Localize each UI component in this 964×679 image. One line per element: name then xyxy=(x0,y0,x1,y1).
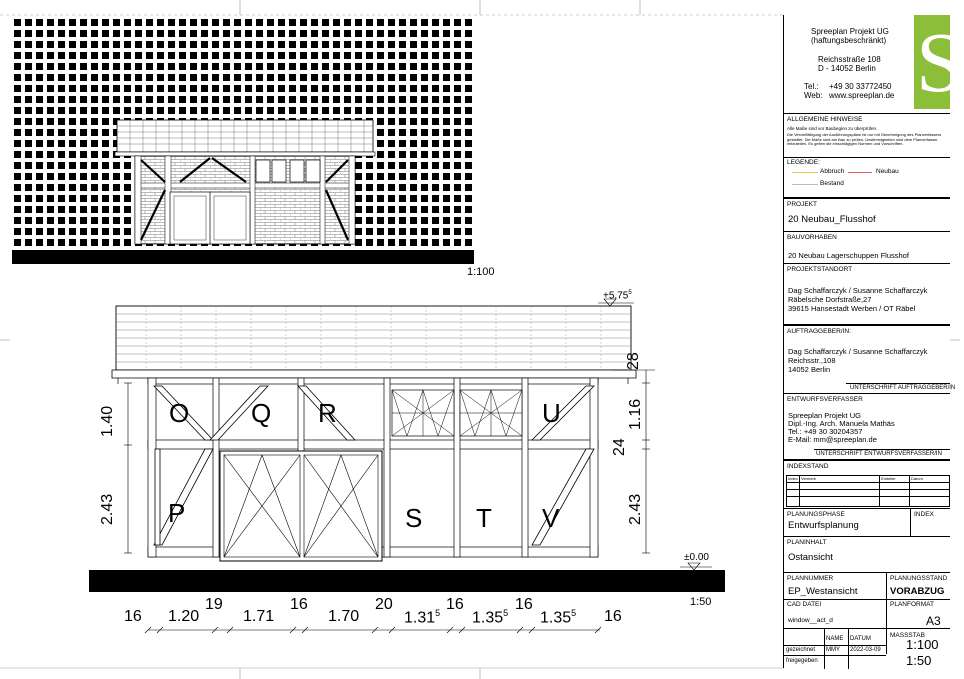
standort-l2: Räbelsche Dorfstraße,27 xyxy=(788,295,872,304)
verfasser-sign: UNTERSCHRIFT ENTWURFSVERFASSER/IN xyxy=(816,451,942,457)
bauvorhaben-section xyxy=(784,231,950,264)
company-form: (haftungsbeschränkt) xyxy=(811,36,887,45)
hinweise-line1: Alle Maße sind vor Baubeginn zu überprüfen. xyxy=(787,126,878,131)
signoff-section xyxy=(784,628,950,669)
cad-value: window__act_d xyxy=(788,617,833,624)
bottom-dim-7: 1.31$^5$ xyxy=(404,608,441,627)
scale-label-top: 1:100 xyxy=(467,266,495,278)
index-col-index: Index xyxy=(788,476,798,481)
bauvorhaben-value: 20 Neubau Lagerschuppen Flusshof xyxy=(788,251,909,260)
post-1 xyxy=(213,378,219,557)
company-street: Reichsstraße 108 xyxy=(818,55,881,64)
company-tel-label: Tel.: xyxy=(804,82,819,91)
main-ground xyxy=(89,570,725,592)
bottom-dim-5: 1.70 xyxy=(328,608,360,625)
post-4 xyxy=(454,378,460,557)
projekt-title: PROJEKT xyxy=(787,201,817,208)
bottom-dim-3: 1.71 xyxy=(243,608,275,625)
top-roof xyxy=(117,120,373,152)
auftraggeber-section xyxy=(784,324,956,395)
inhalt-title: PLANINHALT xyxy=(787,539,827,546)
panel-letter-r: R xyxy=(318,398,337,428)
post-3 xyxy=(384,378,390,557)
index-col-datum: Datum xyxy=(911,476,923,481)
legend-bestand: Bestand xyxy=(820,180,844,187)
inhalt-section xyxy=(784,536,950,573)
verfasser-l3: Tel.: +49 30 30204357 xyxy=(788,427,863,436)
bottom-dim-6: 20 xyxy=(375,596,393,613)
ridge-dim: 28 xyxy=(625,352,642,370)
legend-neubau: Neubau xyxy=(876,168,899,175)
main-door xyxy=(220,451,382,561)
company-web: www.spreeplan.de xyxy=(829,91,895,100)
bauvorhaben-title: BAUVORHABEN xyxy=(787,234,837,241)
legende-title: LEGENDE: xyxy=(787,159,820,166)
index-table xyxy=(786,475,950,507)
plannummer-title: PLANNUMMER xyxy=(787,575,834,582)
hinweise-title: ALLGEMEINE HINWEISE xyxy=(787,116,863,123)
stand-title: PLANUNGSSTAND xyxy=(890,575,948,582)
phase-index-title: INDEX xyxy=(914,511,934,518)
verfasser-l1: Spreeplan Projekt UG xyxy=(788,411,861,420)
left-dim-lower: 2.43 xyxy=(99,493,116,525)
auftraggeber-title: AUFTRAGGEBER/IN: xyxy=(787,328,851,335)
panel-letter-o: O xyxy=(169,398,190,428)
standort-section xyxy=(784,263,950,325)
top-elevation xyxy=(12,17,474,264)
auftraggeber-l3: 14052 Berlin xyxy=(788,365,831,374)
verfasser-section xyxy=(784,393,950,460)
panel-letter-v: V xyxy=(542,503,560,533)
right-dim-lower: 2.43 xyxy=(627,493,644,525)
verfasser-l2: Dipl.-Ing. Arch. Manuela Mathäs xyxy=(788,419,895,428)
massstab-v2: 1:50 xyxy=(906,653,932,668)
projekt-value: 20 Neubau_Flusshof xyxy=(788,214,876,225)
verfasser-title: ENTWURFSVERFASSER xyxy=(787,396,863,403)
phase-value: Entwurfsplanung xyxy=(788,520,859,531)
company-header xyxy=(784,14,964,113)
level-zero-label: ±0.00 xyxy=(684,552,709,563)
post-6 xyxy=(590,378,598,557)
legend-line-abbruch xyxy=(792,172,818,173)
verfasser-l4: E-Mail: mm@spreeplan.de xyxy=(788,435,877,444)
hinweise-fine: Die Vervielfältigung der Ausführungspläne ist nur mit Genehmigung des Planverfassers gestattet. Die Maße sind am Bau zu prüfen, Unstimmigkeiten sind dem Planverfasser mitzuteilen. Es gelten die einschlägigen Normen und Vorschriften. xyxy=(787,132,942,147)
company-web-label: Web: xyxy=(804,91,823,100)
auftraggeber-l2: Reichsstr.,108 xyxy=(788,356,836,365)
projekt-section xyxy=(784,197,950,233)
company-logo: S xyxy=(916,14,964,110)
plannummer-value: EP_Westansicht xyxy=(788,586,858,597)
phase-title: PLANUNGSPHASE xyxy=(787,511,845,518)
panel-letter-s: S xyxy=(405,503,423,533)
signoff-initials: MMY xyxy=(826,647,840,653)
format-value: A3 xyxy=(926,614,941,628)
index-col-vermerk: Vermerk xyxy=(801,476,816,481)
post-5 xyxy=(522,378,528,557)
plannummer-section xyxy=(784,572,950,600)
panel-letter-t: T xyxy=(476,503,492,533)
bottom-dim-11: 1.35$^5$ xyxy=(540,608,577,627)
bottom-dim-9: 1.35$^5$ xyxy=(472,608,509,627)
phase-section xyxy=(784,508,950,537)
auftraggeber-sign: UNTERSCHRIFT AUFTRAGGEBER/IN xyxy=(850,385,956,391)
cad-section xyxy=(784,599,950,629)
legend-abbruch: Abbruch xyxy=(820,168,845,175)
left-dim-upper: 1.40 xyxy=(99,405,116,437)
bottom-dim-0: 16 xyxy=(124,608,142,625)
signoff-datum-label: DATUM xyxy=(850,636,871,642)
bottom-dim-12: 16 xyxy=(604,608,622,625)
signoff-gez-label: gezeichnet xyxy=(786,647,816,653)
signoff-date: 2022-03-09 xyxy=(850,647,881,653)
main-elevation xyxy=(89,306,725,592)
company-name: Spreeplan Projekt UG xyxy=(811,27,889,36)
index-col-ersteller: Ersteller xyxy=(881,476,896,481)
ground-band xyxy=(12,250,474,264)
bottom-dim-2: 19 xyxy=(205,596,223,613)
index-title: INDEXSTAND xyxy=(787,463,829,470)
title-block xyxy=(783,14,964,668)
level-top-label: $+5.75^5$ xyxy=(603,290,632,302)
format-title: PLANFORMAT xyxy=(890,601,934,608)
massstab-v1: 1:100 xyxy=(906,637,939,652)
right-dim-upper: 1.16 xyxy=(627,398,644,430)
stand-value: VORABZUG xyxy=(890,586,945,597)
standort-l3: 39615 Hansestadt Werben / OT Räbel xyxy=(788,304,916,313)
standort-title: PROJEKTSTANDORT xyxy=(787,266,853,273)
panel-letter-p: P xyxy=(168,498,186,528)
bottom-dim-8: 16 xyxy=(446,596,464,613)
index-section xyxy=(784,459,950,510)
right-dim-mid: 24 xyxy=(611,438,628,456)
standort-l1: Dag Schaffarczyk / Susanne Schaffarczyk xyxy=(788,286,928,295)
company-city: D - 14052 Berlin xyxy=(818,64,876,73)
inhalt-value: Ostansicht xyxy=(788,552,833,563)
legende-section xyxy=(784,157,950,198)
auftraggeber-l1: Dag Schaffarczyk / Susanne Schaffarczyk xyxy=(788,347,928,356)
panel-letter-q: Q xyxy=(251,398,272,428)
bottom-dim-1: 1.20 xyxy=(168,608,200,625)
signoff-frei-label: freigegeben xyxy=(786,658,818,664)
massstab-title: MASSSTAB xyxy=(890,632,925,639)
legend-line-neubau xyxy=(848,172,872,173)
bottom-dim-4: 16 xyxy=(290,596,308,613)
legend-line-bestand xyxy=(792,184,818,185)
company-tel: +49 30 33772450 xyxy=(829,82,892,91)
cad-title: CAD DATEI xyxy=(787,601,822,608)
signoff-name-label: NAME xyxy=(826,636,844,642)
hinweise-section xyxy=(784,113,950,158)
panel-letter-u: U xyxy=(542,398,561,428)
bottom-dim-10: 16 xyxy=(515,596,533,613)
scale-label-bottom: 1:50 xyxy=(690,596,712,608)
